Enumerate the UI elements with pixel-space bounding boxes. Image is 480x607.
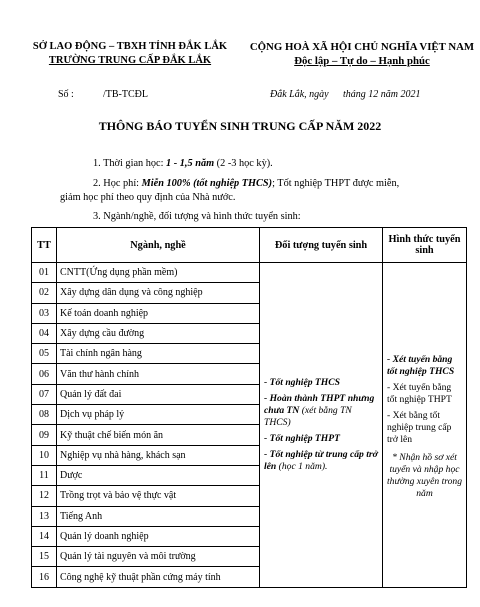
- target-thpt: - Tốt nghiệp THPT: [264, 432, 340, 444]
- major-name: CNTT(Ứng dụng phần mềm): [57, 263, 260, 283]
- doc-number-label: Số :: [58, 89, 74, 100]
- ministry-name: SỞ LAO ĐỘNG – TBXH TỈNH ĐẮK LẮK: [32, 41, 228, 52]
- document-header-left: [24, 40, 236, 68]
- target-thpt-incomplete: - Hoàn thành THPT nhưng chưa TN (xét bằng TN THCS): [264, 392, 375, 428]
- col-header-major: Ngành, nghề: [57, 228, 260, 263]
- major-name: Kỹ thuật chế biến món ăn: [57, 425, 260, 445]
- row-number: 15: [32, 547, 57, 567]
- row-number: 16: [32, 567, 57, 587]
- row-number: 06: [32, 364, 57, 384]
- major-name: Tài chính ngân hàng: [57, 344, 260, 364]
- page-title: THÔNG BÁO TUYỂN SINH TRUNG CẤP NĂM 2022: [98, 119, 382, 133]
- target-thcs: - Tốt nghiệp THCS: [264, 376, 340, 388]
- table-row: [32, 263, 467, 283]
- col-header-target: Đối tượng tuyển sinh: [260, 228, 383, 263]
- row-number: 04: [32, 323, 57, 343]
- target-intermediate: - Tốt nghiệp từ trung cấp trở lên (học 1 năm).: [264, 448, 378, 472]
- item-tuition: 2. Học phí: Miễn 100% (tốt nghiệp THCS); Tốt nghiệp THPT được miễn,: [93, 178, 400, 189]
- row-number: 13: [32, 506, 57, 526]
- item-tuition-cont: giảm học phí theo quy định của Nhà nước.: [60, 192, 236, 203]
- row-number: 11: [32, 465, 57, 485]
- row-number: 12: [32, 486, 57, 506]
- row-number: 08: [32, 405, 57, 425]
- major-name: Trồng trọt và bảo vệ thực vật: [57, 486, 260, 506]
- admission-table: [31, 227, 467, 588]
- major-name: Nghiệp vụ nhà hàng, khách sạn: [57, 445, 260, 465]
- major-name: Quản lý doanh nghiệp: [57, 526, 260, 546]
- row-number: 09: [32, 425, 57, 445]
- row-number: 02: [32, 283, 57, 303]
- major-name: Tiếng Anh: [57, 506, 260, 526]
- national-motto: Độc lập – Tự do – Hạnh phúc: [294, 55, 430, 67]
- row-number: 10: [32, 445, 57, 465]
- row-number: 14: [32, 526, 57, 546]
- major-name: Dịch vụ pháp lý: [57, 405, 260, 425]
- major-name: Xây dựng cầu đường: [57, 323, 260, 343]
- item-study-time: 1. Thời gian học: 1 - 1,5 năm (2 -3 học kỳ).: [93, 158, 273, 169]
- method-note: * Nhận hồ sơ xét tuyển và nhập học thường xuyên trong năm: [387, 451, 463, 499]
- major-name: Dược: [57, 465, 260, 485]
- major-name: Công nghệ kỹ thuật phần cứng máy tính: [57, 567, 260, 587]
- row-number: 01: [32, 263, 57, 283]
- major-name: Xây dựng dân dụng và công nghiệp: [57, 283, 260, 303]
- method-thcs: - Xét tuyển bằng tốt nghiệp THCS: [387, 353, 455, 377]
- country-name: CỘNG HOÀ XÃ HỘI CHỦ NGHĨA VIỆT NAM: [249, 41, 475, 53]
- row-number: 05: [32, 344, 57, 364]
- major-name: Quản lý đất đai: [57, 384, 260, 404]
- method-intermediate: - Xét bằng tốt nghiệp trung cấp trở lên: [387, 409, 452, 445]
- doc-number-code: /TB-TCĐL: [103, 89, 148, 100]
- method-cell: [383, 263, 467, 588]
- major-name: Kế toán doanh nghiệp: [57, 303, 260, 323]
- row-number: 03: [32, 303, 57, 323]
- method-thpt: - Xét tuyển bằng tốt nghiệp THPT: [387, 381, 452, 405]
- item-majors-intro: 3. Ngành/nghề, đối tượng và hình thức tuyển sinh:: [93, 211, 301, 222]
- school-name: TRƯỜNG TRUNG CẤP ĐẮK LẮK: [48, 55, 212, 66]
- col-header-tt: TT: [32, 228, 57, 263]
- major-name: Văn thư hành chính: [57, 364, 260, 384]
- major-name: Quản lý tài nguyên và môi trường: [57, 547, 260, 567]
- doc-place-date: Đắk Lắk, ngày: [270, 89, 329, 100]
- document-header-right: [244, 40, 480, 68]
- row-number: 07: [32, 384, 57, 404]
- doc-month-year: tháng 12 năm 2021: [343, 89, 421, 100]
- target-cell: [260, 263, 383, 588]
- col-header-method: Hình thức tuyển sinh: [383, 228, 467, 263]
